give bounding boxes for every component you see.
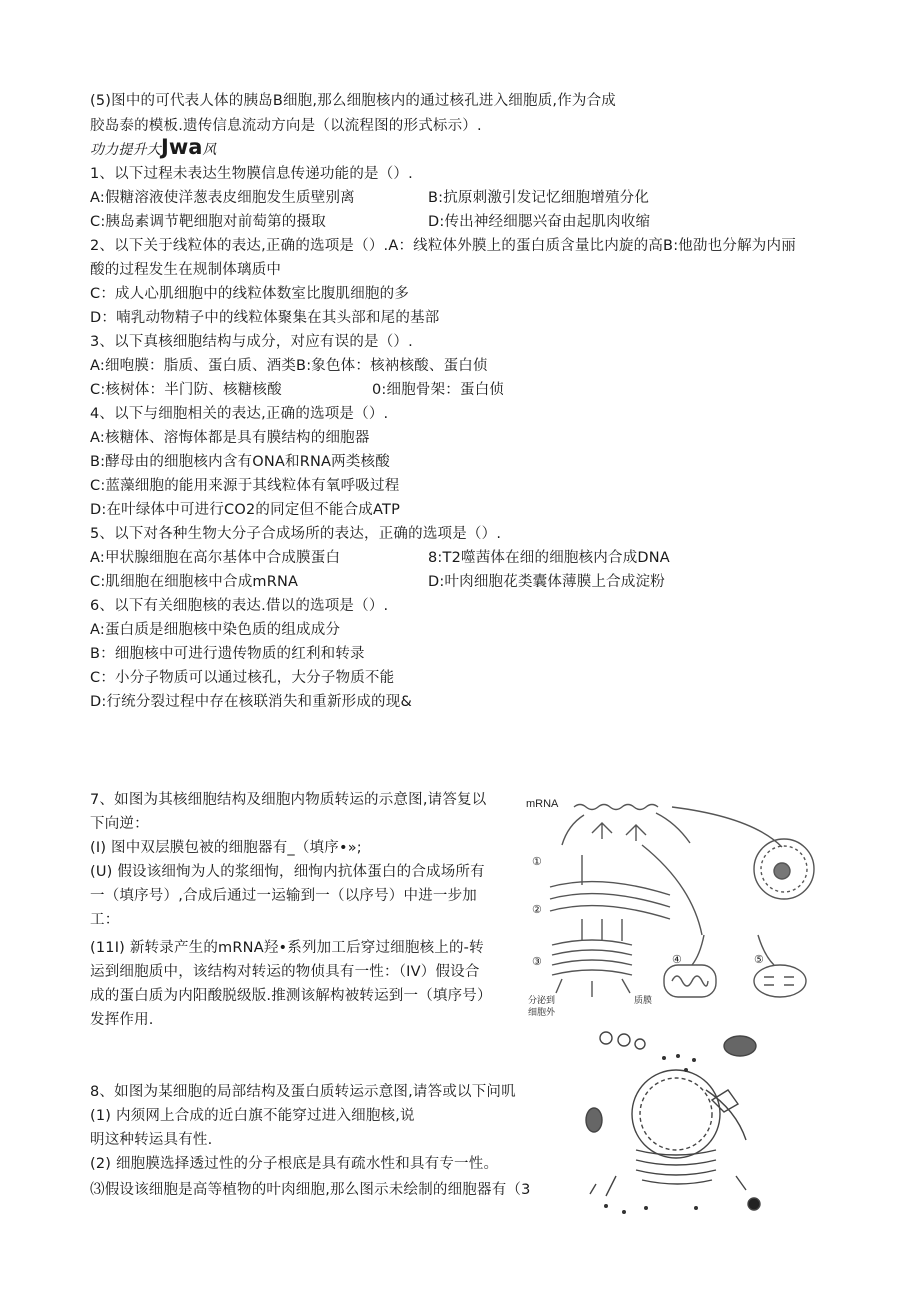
q4-option-c: C:蓝藻细胞的能用来源于其线粒体有氧呼吸过程: [90, 478, 400, 494]
q8-line-3: 明这种转运具有性.: [90, 1132, 213, 1148]
q5-line-1: (5)图中的可代表人体的胰岛B细胞,那么细胞核内的通过核孔进入细胞质,作为合成: [90, 93, 617, 109]
banner-prefix: 功力提升大: [90, 142, 161, 158]
q7-line-8: 运到细胞质中，该结构对转运的物侦具有一性：（IV）假设合: [90, 964, 480, 980]
q7-cell-transport-figure: [522, 795, 822, 1027]
vesicle: [635, 1039, 645, 1049]
mitochondrion: [664, 965, 716, 997]
arrow: [656, 813, 690, 843]
q7-line-9: 成的蛋白质为内阳酸脱级版.推测该解构被转运到一（填序号）: [90, 988, 492, 1004]
mrna-strand: [574, 805, 658, 810]
ribosome-icon: [626, 825, 646, 841]
q8-line-5: ⑶假设该细胞是高等植物的叶肉细胞,那么图示未绘制的细胞器有（3: [90, 1182, 531, 1198]
q1-option-a: A:假糖溶液使洋葱表皮细胞发生质壁别离: [90, 190, 355, 206]
q3-option-d: 0:细胞骨架：蛋白侦: [372, 382, 505, 398]
q3-option-ab: A:细咆膜：脂质、蛋白质、酒类B:象色体：核衲核酸、蛋白侦: [90, 358, 488, 374]
label-mrna: mRNA: [526, 798, 559, 810]
q2-stem-cont: 酸的过程发生在规制体璃质中: [90, 262, 282, 278]
golgi-cisterna: [552, 940, 632, 945]
q8-line-2: (1) 内须网上合成的近白旗不能穿过进入细胞核,说: [90, 1108, 415, 1124]
caption-secrete-2: 细胞外: [528, 1007, 556, 1017]
q7-line-1: 7、如图为其核细胞结构及细胞内物质转运的示意图,请答复以: [90, 792, 487, 808]
q6-stem: 6、以下有关细胞核的表达.借以的选项是（）.: [90, 598, 389, 614]
q8-line-1: 8、如图为某细胞的局部结构及蛋白质转运示意图,请答或以下问叽: [90, 1084, 516, 1100]
q6-option-c: C：小分子物质可以通过核孔，大分子物质不能: [90, 670, 395, 686]
vesicle: [618, 1034, 630, 1046]
q1-option-d: D:传出神经细腮兴奋由起肌肉收缩: [428, 214, 651, 230]
q1-option-c: C:胰岛素调节靶细胞对前萄第的摄取: [90, 214, 326, 230]
arrow: [582, 919, 622, 941]
q7-line-4: (U) 假设该细恂为人的浆细恂，细恂内抗体蛋白的合成场所有: [90, 864, 485, 880]
q6-option-b: B：细胞核中可进行遗传物质的红利和转录: [90, 646, 365, 662]
q2-option-d: D：喃乳动物精子中的线粒体聚集在其头部和尾的基部: [90, 310, 440, 326]
golgi-cisterna: [636, 1150, 716, 1155]
q4-option-b: B:酵母由的细胞核内含有ONA和RNA两类核酸: [90, 454, 390, 470]
banner-big-text: Jwa: [161, 135, 203, 159]
mitochondrion: [586, 1108, 602, 1132]
q7-line-2: 下向逆：: [90, 816, 149, 832]
q6-option-d: D:行统分裂过程中存在核联消失和重新形成的现&: [90, 694, 412, 710]
label-5: ⑤: [754, 954, 764, 966]
q4-stem: 4、以下与细胞相关的表达,正确的选项是（）.: [90, 406, 389, 422]
label-4: ④: [672, 954, 682, 966]
mitochondrion: [724, 1036, 756, 1056]
caption-secrete-1: 分泌到: [528, 995, 556, 1005]
er-membrane: [550, 882, 670, 895]
secretory-vesicle: [748, 1198, 760, 1210]
banner-suffix: 风: [202, 142, 217, 158]
q7-line-5: 一（填序号）,合成后通过一运输到一（以序号）中进一步加: [90, 888, 478, 904]
q1-option-b: B:抗原刺激引发记忆细胞增殖分化: [428, 190, 650, 206]
label-2: ②: [532, 904, 542, 916]
q1-stem: 1、以下过程未表达生物膜信息传递功能的是（）.: [90, 166, 413, 182]
q4-option-d: D:在叶绿体中可进行CO2的同定但不能合成ATP: [90, 502, 401, 518]
er-fragment: [712, 1090, 738, 1112]
vesicle: [600, 1032, 612, 1044]
q8-cell-figure: [576, 1030, 796, 1220]
section-banner: [90, 134, 217, 163]
arrow: [736, 1176, 746, 1190]
q5-option-a: A:甲状腺细胞在高尔基体中合成膜蛋白: [90, 550, 341, 566]
caption-membrane: 质膜: [634, 995, 653, 1005]
q5-option-d: D:叶肉细胞花类囊体薄膜上合成淀粉: [428, 574, 665, 590]
q2-option-c: C：成人心肌细胞中的线粒体数室比腹肌细胞的多: [90, 286, 410, 302]
q8-line-4: (2) 细胞膜选择透过性的分子根底是具有疏水性和具有专一性。: [90, 1156, 499, 1172]
nucleus-envelope: [632, 1070, 720, 1158]
arrow: [556, 979, 630, 997]
q7-line-10: 发挥作用.: [90, 1012, 154, 1028]
chloroplast: [754, 965, 806, 997]
q3-stem: 3、以下真核细胞结构与成分，对应有误的是（）.: [90, 334, 413, 350]
q6-option-a: A:蛋白质是细胞核中染色质的组成成分: [90, 622, 341, 638]
q7-line-6: 工：: [90, 912, 120, 928]
label-3: ③: [532, 956, 542, 968]
q5-line-2: 胶岛泰的模板.遗传信息流动方向是（以流程图的形式标示）.: [90, 118, 482, 134]
q5-option-c: C:肌细胞在细胞核中合成mRNA: [90, 574, 299, 590]
q5-stem: 5、以下对各种生物大分子合成场所的表达，正确的选项是（）.: [90, 526, 502, 542]
q2-stem: 2、以下关于线粒体的表达,正确的选项是（）.A：线粒体外膜上的蛋白质含量比内旋的高B:他劭也分解为内丽: [90, 238, 796, 254]
arrow: [562, 815, 584, 845]
ribosome-icon: [592, 823, 612, 839]
label-1: ①: [532, 856, 542, 868]
q7-line-7: (11I) 新转录产生的mRNA羟•系列加工后穿过细胞核上的-转: [90, 940, 484, 956]
q5-option-b: 8:T2噬茜体在细的细胞核内合成DNA: [428, 550, 670, 566]
nucleus-inner: [640, 1078, 712, 1150]
arrow: [590, 1176, 616, 1196]
q3-option-c: C:核树体：半门防、核糖核酸: [90, 382, 282, 398]
q7-line-3: (I) 图中双层膜包被的细胞器有_（填序•»;: [90, 840, 362, 856]
q4-option-a: A:核糖体、溶悔体都是具有膜结构的细胞器: [90, 430, 370, 446]
nucleolus: [774, 863, 790, 879]
